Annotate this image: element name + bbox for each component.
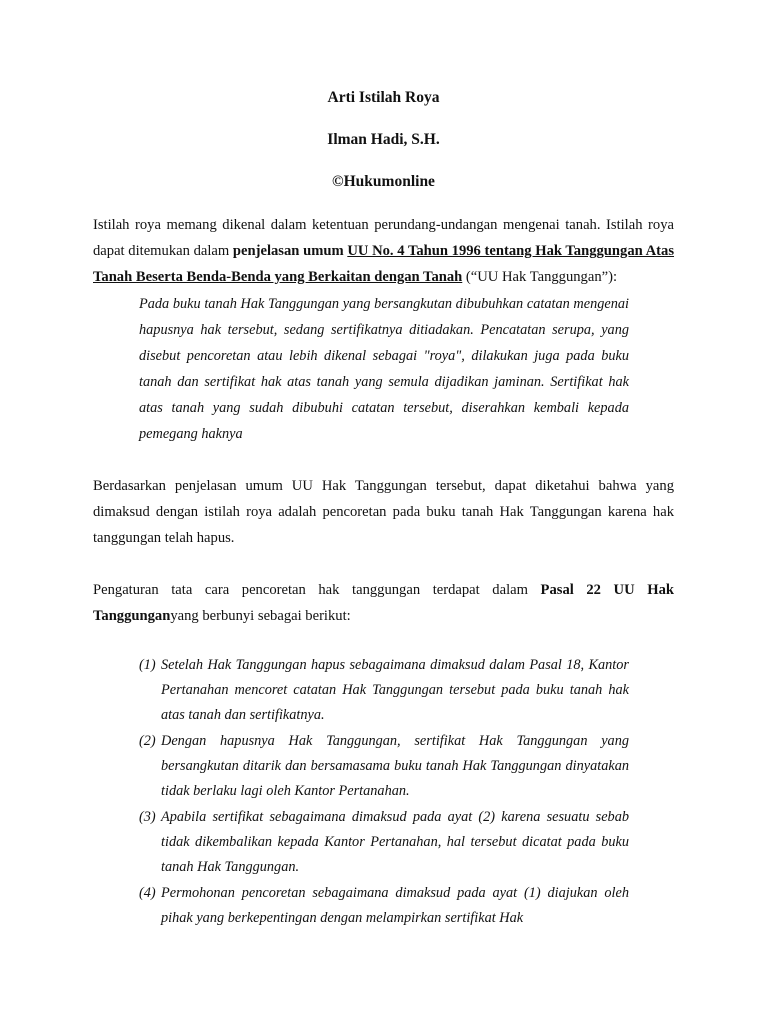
paragraph-regulation xyxy=(93,577,674,629)
document-title: Arti Istilah Roya xyxy=(327,89,440,106)
block-quote: Pada buku tanah Hak Tanggungan yang bersangkutan dibubuhkan catatan mengenai hapusnya hak tersebut, sedang sertifikatnya ditiadakan. Pencatatan serupa, yang disebut pencoretan atau lebih dikenal sebagai "roya", dilakukan juga pada buku tanah dan sertifikat hak atas tanah yang semula dijadikan jaminan. Sertifikat hak atas tanah yang sudah dibubuhi catatan tersebut, diserahkan kembali kepada pemegang haknya xyxy=(139,296,629,442)
list-item-number: (2) xyxy=(139,733,156,749)
list-item-number: (4) xyxy=(139,885,156,901)
list-item-text: Dengan hapusnya Hak Tanggungan, sertifikat Hak Tanggungan yang bersangkutan ditarik dan bersamasama buku tanah Hak Tanggungan dinyatakan tidak berlaku lagi oleh Kantor Pertanahan. xyxy=(161,733,629,799)
regulation-text: Pengaturan tata cara pencoretan hak tanggungan terdapat dalam xyxy=(93,582,541,598)
author-line: Ilman Hadi, S.H. xyxy=(327,131,440,148)
regulation-bold-article: Pasal 22 UU Hak Tanggungan xyxy=(93,582,674,624)
article-list xyxy=(139,653,629,931)
list-item-text: Apabila sertifikat sebagaimana dimaksud pada ayat (2) karena sesuatu sebab tidak dikembalikan kepada Kantor Pertanahan, hal tersebut dicatat pada buku tanah Hak Tanggungan. xyxy=(161,809,629,875)
law-reference-link[interactable]: UU No. 4 Tahun 1996 tentang Hak Tanggungan Atas Tanah Beserta Benda-Benda yang Berkaitan dengan Tanah xyxy=(93,243,675,285)
list-item-number: (3) xyxy=(139,809,156,825)
intro-text: Istilah roya memang dikenal dalam ketentuan perundang-undangan mengenai tanah. Istilah roya dapat ditemukan dalam xyxy=(93,217,674,259)
list-item xyxy=(139,805,629,880)
list-item xyxy=(139,881,629,931)
source-line: ©Hukumonline xyxy=(332,173,435,190)
list-item xyxy=(139,653,629,728)
list-item-number: (1) xyxy=(139,657,156,673)
list-item-text: Setelah Hak Tanggungan hapus sebagaimana dimaksud dalam Pasal 18, Kantor Pertanahan mencoret catatan Hak Tanggungan tersebut pada buku tanah hak atas tanah dan sertifikatnya. xyxy=(161,657,629,723)
paragraph-conclusion: Berdasarkan penjelasan umum UU Hak Tanggungan tersebut, dapat diketahui bahwa yang dimaksud dengan istilah roya adalah pencoretan pada buku tanah Hak Tanggungan karena hak tanggungan telah hapus. xyxy=(93,478,674,546)
intro-text-end: (“UU Hak Tanggungan”): xyxy=(462,269,618,285)
list-item xyxy=(139,729,629,804)
regulation-text-end: yang berbunyi sebagai berikut: xyxy=(170,608,351,624)
intro-paragraph xyxy=(93,212,674,290)
intro-bold-term: penjelasan umum xyxy=(232,243,344,259)
list-item-text: Permohonan pencoretan sebagaimana dimaksud pada ayat (1) diajukan oleh pihak yang berkepentingan dengan melampirkan sertifikat Hak xyxy=(161,885,629,926)
